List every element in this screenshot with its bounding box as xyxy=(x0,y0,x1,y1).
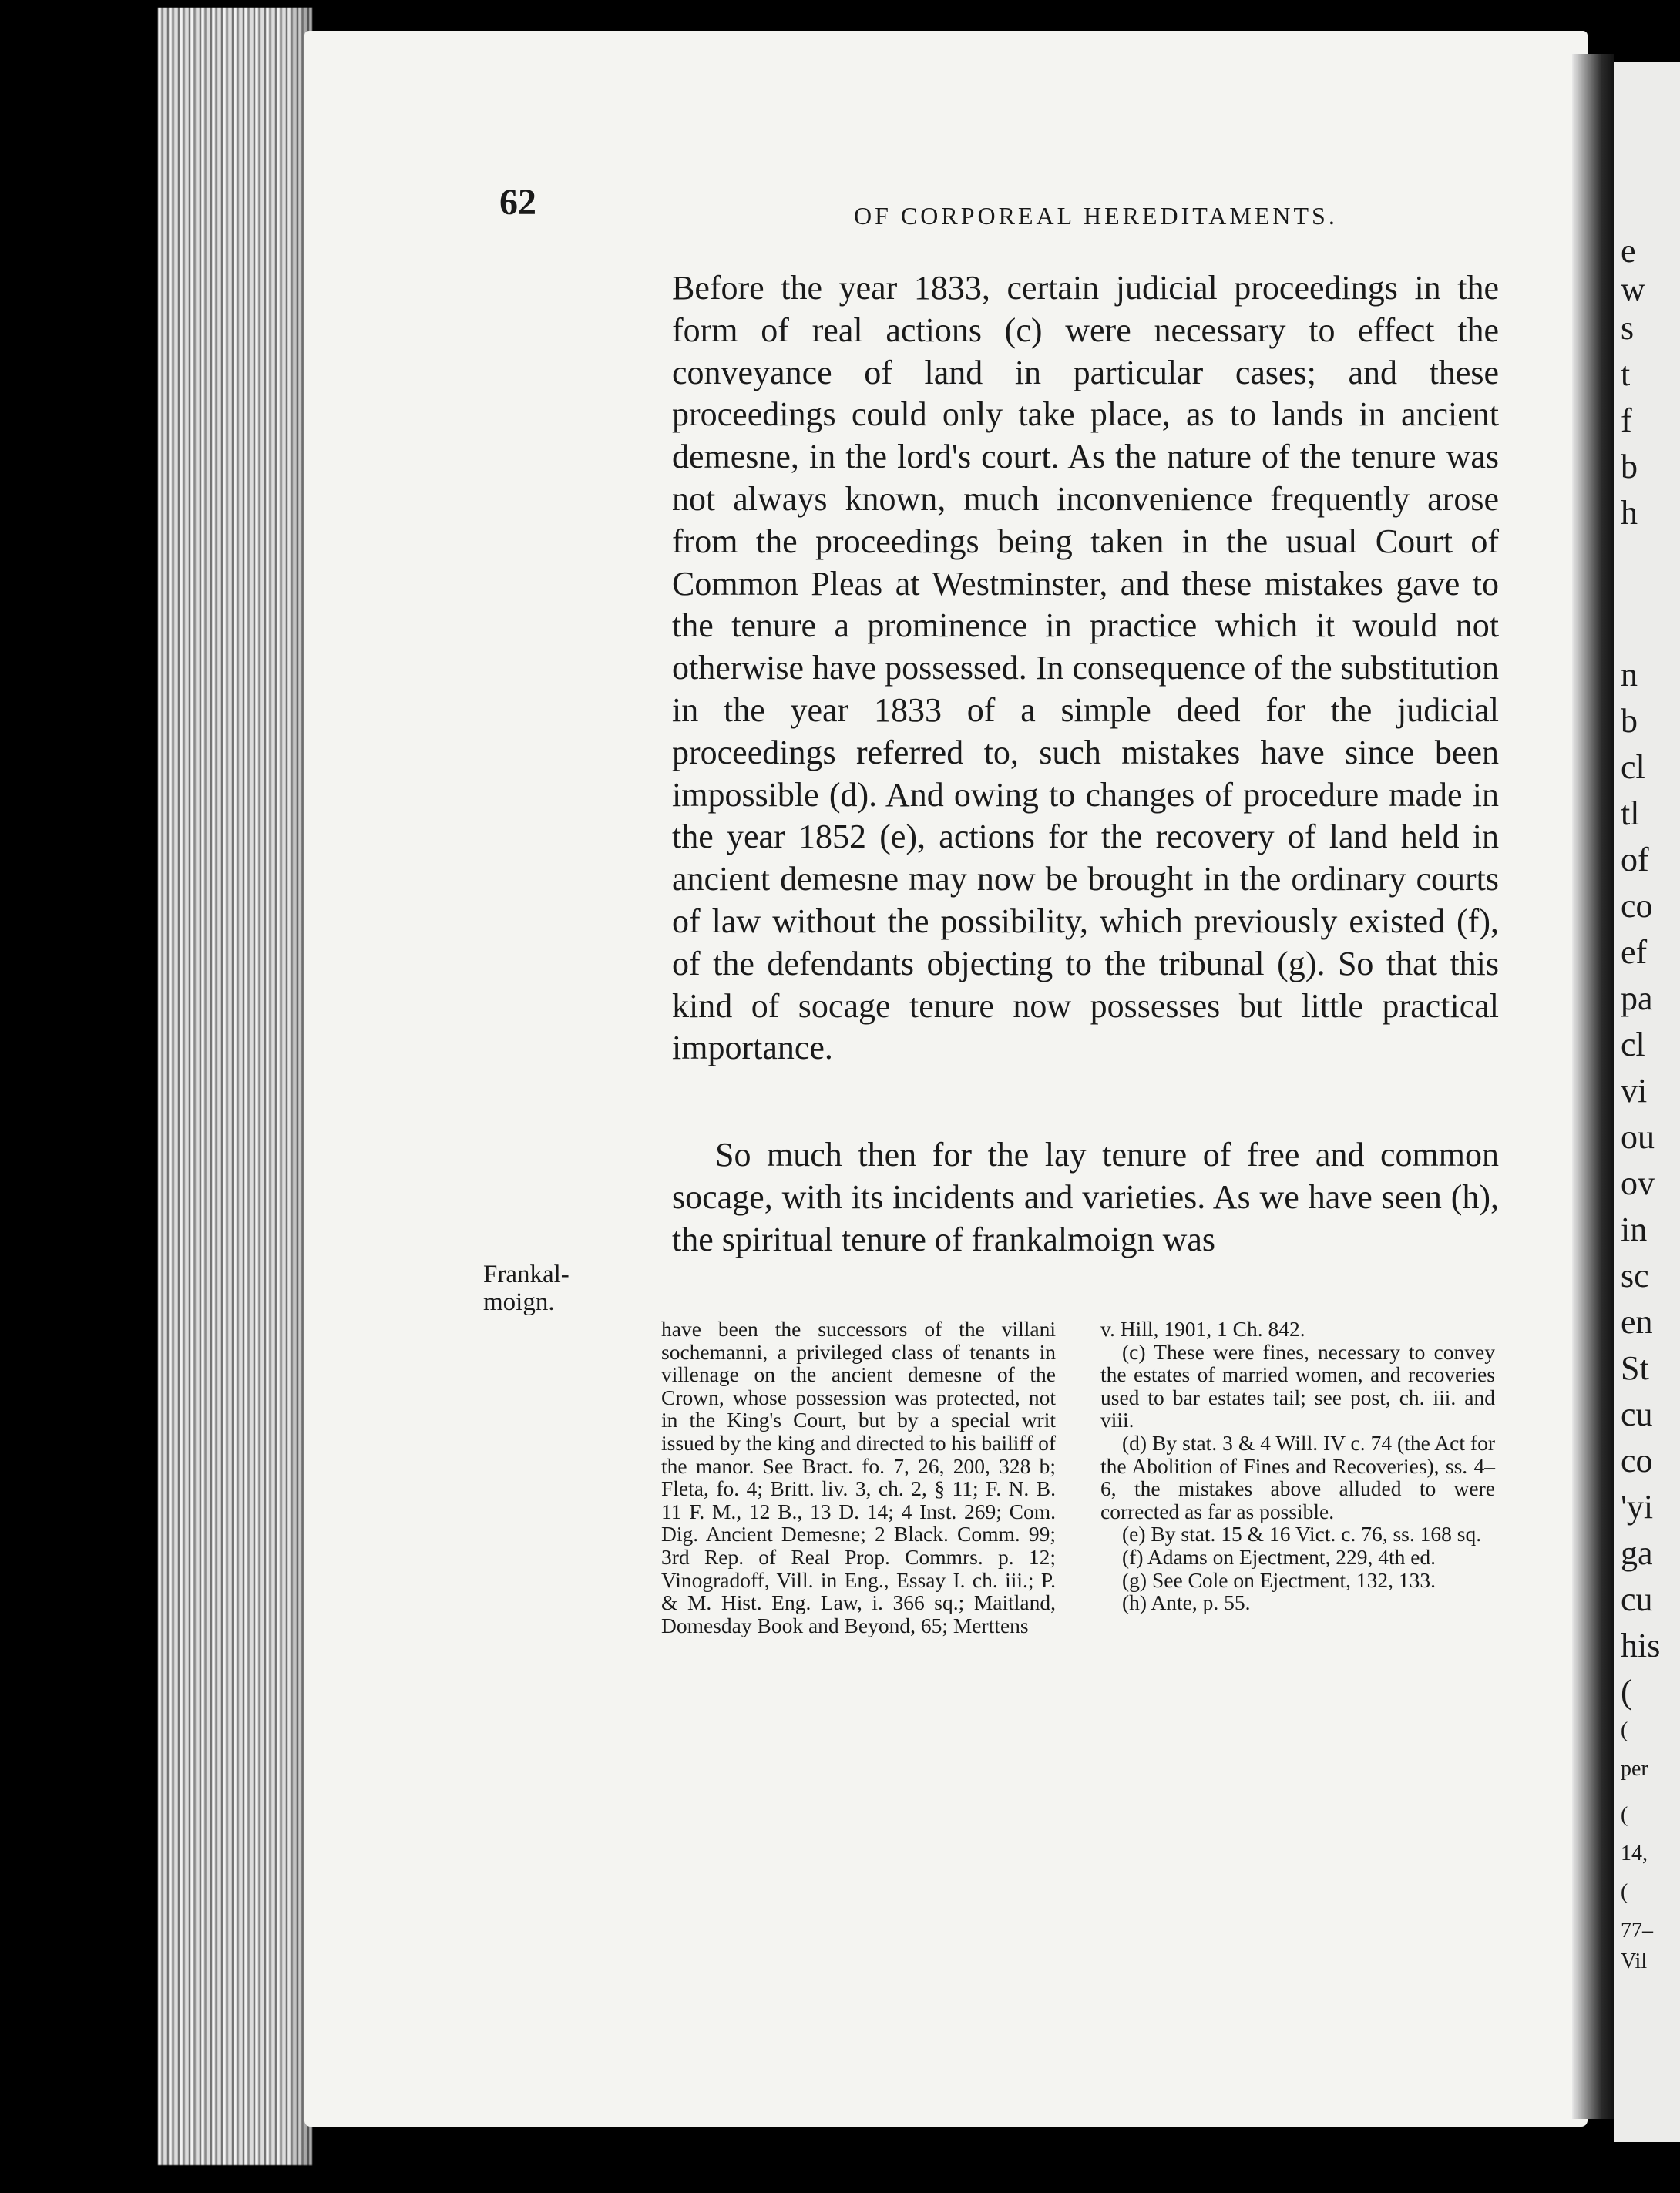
facing-page-text-fragment: ( xyxy=(1621,1718,1628,1742)
footnote-f: (f) Adams on Ejectment, 229, 4th ed. xyxy=(1122,1544,1436,1569)
facing-page-text-fragment: cl xyxy=(1621,1026,1645,1063)
facing-page-text-fragment: ou xyxy=(1621,1118,1655,1156)
facing-page-text-fragment: cu xyxy=(1621,1395,1653,1433)
facing-page-text-fragment: e xyxy=(1621,232,1636,270)
facing-page-text-fragment: ef xyxy=(1621,933,1648,971)
margin-note xyxy=(483,1261,570,1316)
facing-page-text-fragment: tl xyxy=(1621,794,1640,832)
paragraph-1: Before the year 1833, certain judicial proceedings in the form of real actions (c) were necessary to effect the conveyance of land in particular cases; and these proceedings could only take place, as to lands in ancient demesne, in the lord's court. As the nature of the tenure was not always known, much inconvenience frequently arose from the proceedings being taken in the usual Court of Common Pleas at Westminster, and these mistakes gave to the tenure a prominence in practice which it would not otherwise have possessed. In consequence of the substitution in the year 1833 of a simple deed for the judicial proceedings referred to, such mistakes have since been impossible (d). And owing to changes of procedure made in the year 1852 (e), actions for the recovery of land held in ancient demesne may now be brought in the ordinary courts of law without the possibility, which previously existed (f), of the defendants objecting to the tribunal (g). So that this kind of socage tenure now possesses but little practical importance. xyxy=(672,269,1499,1067)
running-head: OF CORPOREAL HEREDITAMENTS. xyxy=(854,202,1338,230)
footnote-c: (c) These were fines, necessary to convey the estates of married women, and recoveries used to bar estates tail; see post, ch. iii. and viii. xyxy=(1100,1339,1495,1432)
facing-page-text-fragment: b xyxy=(1621,702,1638,740)
footnote-h: (h) Ante, p. 55. xyxy=(1122,1590,1251,1615)
facing-page-text-fragment: w xyxy=(1621,270,1645,308)
facing-page-text-fragment: f xyxy=(1621,401,1632,439)
facing-page-text-fragment: en xyxy=(1621,1303,1653,1341)
paragraph-2: So much then for the lay tenure of free and common socage, with its incidents and varieties. As we have seen (h), the spiritual tenure of frankalmoign was xyxy=(672,1136,1499,1258)
facing-page-text-fragment: cu xyxy=(1621,1580,1653,1618)
facing-page-text-fragment: co xyxy=(1621,887,1653,925)
footnotes-left-column xyxy=(661,1318,1056,1637)
facing-page-text-fragment: cl xyxy=(1621,748,1645,786)
facing-page-text-fragment: sc xyxy=(1621,1257,1649,1295)
facing-page-text-fragment: ov xyxy=(1621,1164,1655,1202)
facing-page-text-fragment: co xyxy=(1621,1442,1653,1479)
facing-page-text-fragment: s xyxy=(1621,309,1635,347)
facing-page-text-fragment: St xyxy=(1621,1349,1649,1387)
footnote-g: (g) See Cole on Ejectment, 132, 133. xyxy=(1122,1567,1436,1592)
footnote-d: (d) By stat. 3 & 4 Will. IV c. 74 (the Act for the Abolition of Fines and Recoveries), ss. 4–6, the mistakes above alluded to were corrected as far as possible. xyxy=(1100,1430,1495,1523)
facing-page-text-fragment: his xyxy=(1621,1627,1661,1664)
facing-page-fragment xyxy=(1614,62,1680,2142)
facing-page-text-fragment: ( xyxy=(1621,1880,1628,1904)
facing-page-text-fragment: h xyxy=(1621,494,1638,532)
footnote-continuation: have been the successors of the villani sochemanni, a privileged class of tenants in villenage on the ancient demesne of the Crown, whose possession was protected, not in the King's Court, but by a special writ issued by the king and directed to his bailiff of the manor. See Bract. fo. 7, 26, 200, 328 b; Fleta, fo. 4; Britt. liv. 3, ch. 2, § 11; F. N. B. 11 F. M., 12 B., 13 D. 14; 4 Inst. 269; Com. Dig. Ancient Demesne; 2 Black. Comm. 99; 3rd Rep. of Real Prop. Commrs. p. 12; Vinogradoff, Vill. in Eng., Essay I. ch. iii.; P. & M. Hist. Eng. Law, i. 366 sq.; Maitland, Domesday Book and Beyond, 65; Merttens xyxy=(661,1317,1056,1637)
page-number: 62 xyxy=(499,182,536,223)
facing-page-text-fragment: pa xyxy=(1621,979,1653,1017)
facing-page-text-fragment: ( xyxy=(1621,1673,1632,1711)
body-text xyxy=(672,267,1499,1070)
footnote-continuation-end: v. Hill, 1901, 1 Ch. 842. xyxy=(1100,1317,1305,1341)
facing-page-text-fragment: of xyxy=(1621,841,1649,878)
footnote-e: (e) By stat. 15 & 16 Vict. c. 76, ss. 168 sq. xyxy=(1122,1522,1482,1547)
facing-page-text-fragment: n xyxy=(1621,656,1638,693)
facing-page-text-fragment: 'yi xyxy=(1621,1488,1654,1526)
facing-page-text-fragment: b xyxy=(1621,448,1638,485)
facing-page-text-fragment: 14, xyxy=(1621,1842,1648,1866)
facing-page-text-fragment: t xyxy=(1621,355,1631,393)
facing-page-text-fragment: vi xyxy=(1621,1072,1648,1110)
footnotes-right-column xyxy=(1100,1318,1495,1614)
facing-page-text-fragment: ( xyxy=(1621,1803,1628,1827)
facing-page-text-fragment: per xyxy=(1621,1757,1648,1781)
margin-note-line: moign. xyxy=(483,1288,555,1316)
facing-page-text-fragment: 77– xyxy=(1621,1919,1653,1943)
facing-page-text-fragment: ga xyxy=(1621,1534,1653,1572)
facing-page-text-fragment: in xyxy=(1621,1211,1648,1248)
book-spine xyxy=(1572,54,1614,2119)
facing-page-text-fragment: Vil xyxy=(1621,1950,1648,1973)
margin-note-line: Frankal- xyxy=(483,1261,570,1288)
